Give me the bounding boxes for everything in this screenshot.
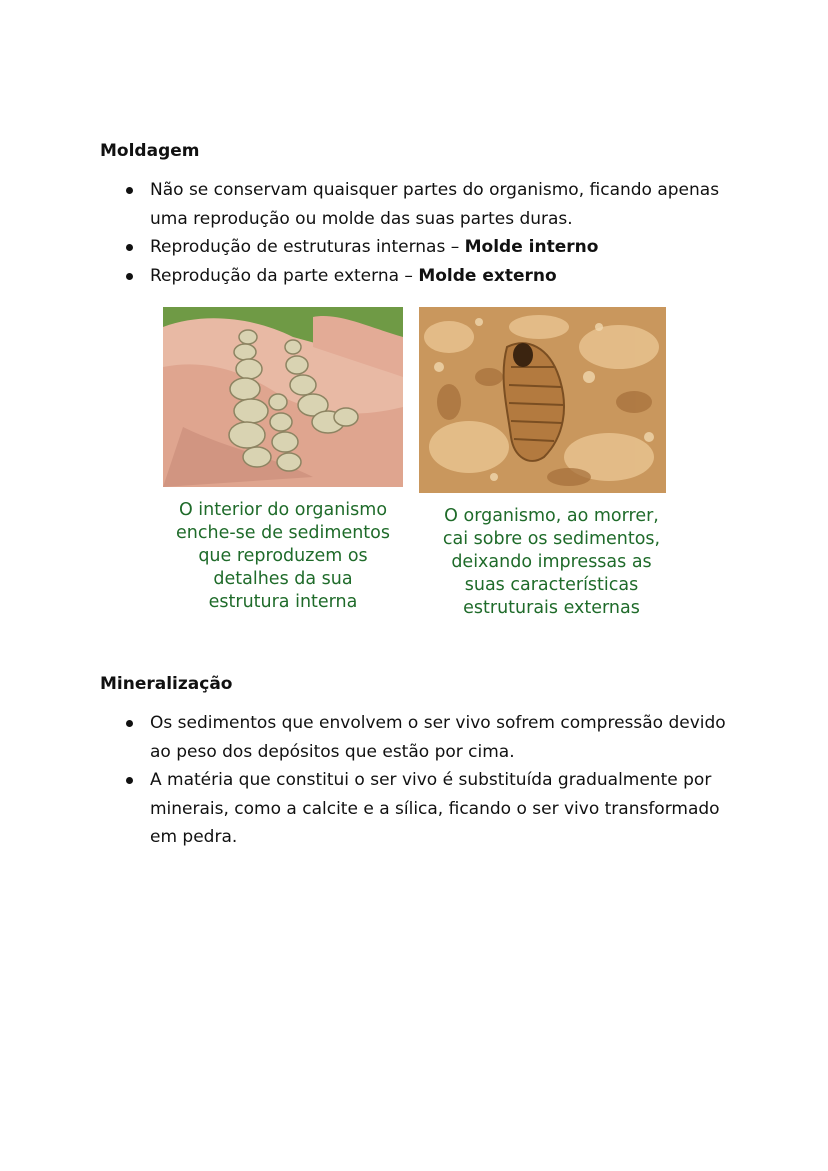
heading-mineralizacao: Mineralização xyxy=(100,674,233,694)
internal-mold-photo xyxy=(163,307,403,487)
mineralizacao-list xyxy=(100,709,740,852)
list-item: A matéria que constitui o ser vivo é substituída gradualmente por minerais, como a calcite e a sílica, ficando o ser vivo transformado em pedra. xyxy=(100,766,740,852)
list-item: Reprodução da parte externa – Molde externo xyxy=(100,262,740,291)
external-mold-photo xyxy=(419,307,666,493)
list-item: Os sedimentos que envolvem o ser vivo sofrem compressão devido ao peso dos depósitos que estão por cima. xyxy=(100,709,740,766)
internal-mold-caption: O interior do organismo enche-se de sedimentos que reproduzem os detalhes da sua estrutura interna xyxy=(176,500,390,612)
moldagem-list xyxy=(100,176,740,290)
bold-term: Molde externo xyxy=(418,265,557,286)
bold-term: Molde interno xyxy=(464,237,599,257)
list-item: Reprodução de estruturas internas – Molde interno xyxy=(100,233,740,262)
list-item: Não se conservam quaisquer partes do organismo, ficando apenas uma reprodução ou molde das suas partes duras. xyxy=(100,176,740,233)
external-mold-caption: O organismo, ao morrer, cai sobre os sedimentos, deixando impressas as suas características estruturais externas xyxy=(442,506,661,618)
heading-moldagem: Moldagem xyxy=(100,141,200,161)
